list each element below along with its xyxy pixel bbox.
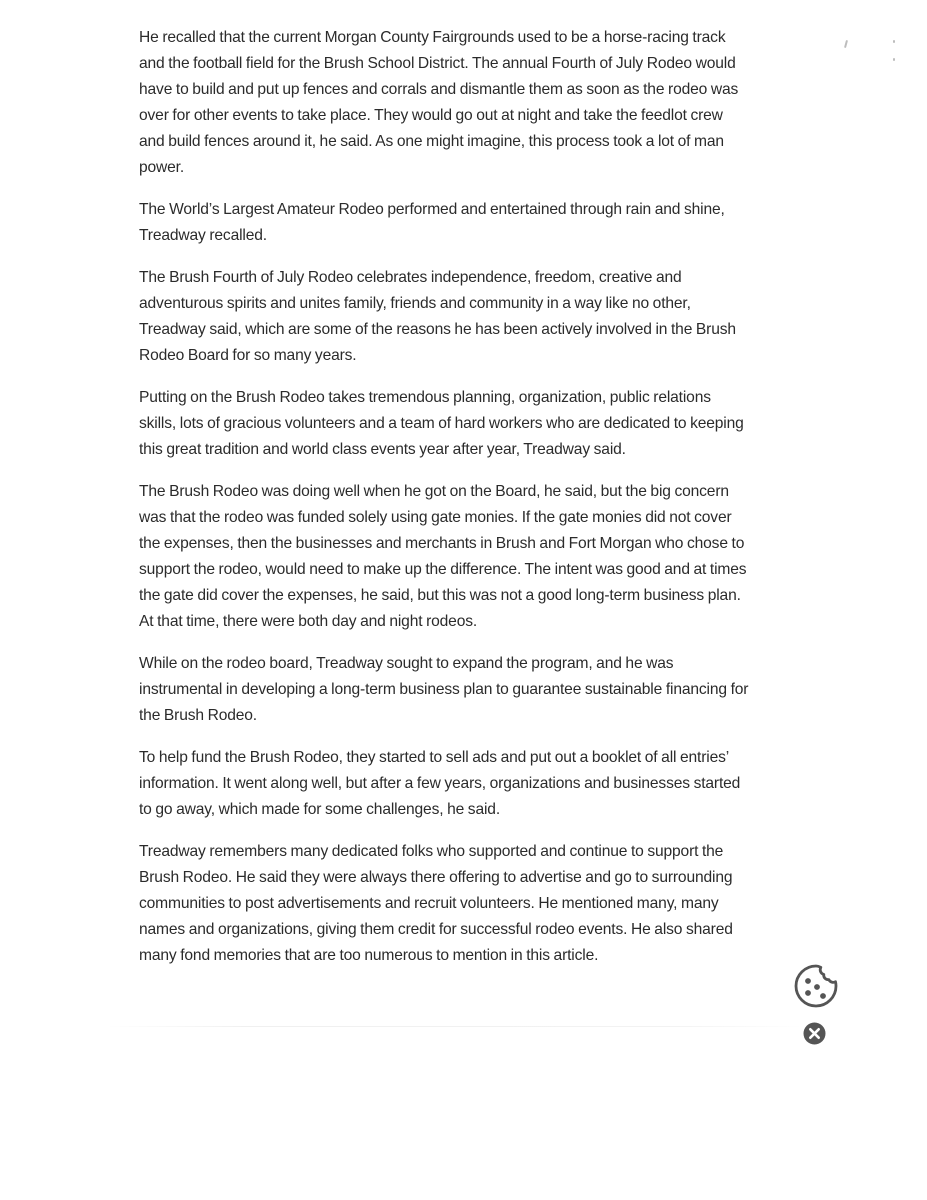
cookie-settings-button[interactable]: [793, 963, 839, 1009]
scan-speck: [893, 58, 895, 61]
article-body: [139, 25, 749, 985]
cookie-icon: [793, 963, 839, 1009]
article-paragraph: The World’s Largest Amateur Rodeo performed and entertained through rain and shine, Treadway recalled.: [139, 201, 725, 244]
scan-speck: [844, 40, 848, 48]
article-paragraph: The Brush Fourth of July Rodeo celebrates independence, freedom, creative and adventurous spirits and unites family, friends and community in a way like no other, Treadway said, which are some of the reasons he has been actively involved in the Brush Rodeo Board for so many years.: [139, 269, 736, 364]
article-paragraph: Treadway remembers many dedicated folks who supported and continue to support the Brush Rodeo. He said they were always there offering to advertise and go to surrounding communities to post advertisements and recruit volunteers. He mentioned many, many names and organizations, giving them credit for successful rodeo events. He also shared many fond memories that are too numerous to mention in this article.: [139, 843, 733, 964]
cookie-close-button[interactable]: [803, 1022, 826, 1045]
scan-bleed-line: [105, 1026, 805, 1027]
article-paragraph: To help fund the Brush Rodeo, they started to sell ads and put out a booklet of all entries’ information. It went along well, but after a few years, organizations and businesses started to go away, which made for some challenges, he said.: [139, 749, 741, 818]
article-paragraph: Putting on the Brush Rodeo takes tremendous planning, organization, public relations skills, lots of gracious volunteers and a team of hard workers who are dedicated to keeping this great tradition and world class events year after year, Treadway said.: [139, 389, 744, 458]
article-paragraph: He recalled that the current Morgan County Fairgrounds used to be a horse-racing track and the football field for the Brush School District. The annual Fourth of July Rodeo would have to build and put up fences and corrals and dismantle them as soon as the rodeo was over for other events to take place. They would go out at night and take the feedlot crew and build fences around it, he said. As one might imagine, this process took a lot of man power.: [139, 29, 739, 176]
article-paragraph: While on the rodeo board, Treadway sought to expand the program, and he was instrumental in developing a long-term business plan to guarantee sustainable financing for the Brush Rodeo.: [139, 655, 749, 724]
article-paragraph: The Brush Rodeo was doing well when he got on the Board, he said, but the big concern was that the rodeo was funded solely using gate monies. If the gate monies did not cover the expenses, then the businesses and merchants in Brush and Fort Morgan who chose to support the rodeo, would need to make up the difference. The intent was good and at times the gate did cover the expenses, he said, but this was not a good long-term business plan. At that time, there were both day and night rodeos.: [139, 483, 747, 630]
close-icon: [803, 1022, 826, 1045]
scan-speck: [893, 40, 895, 43]
